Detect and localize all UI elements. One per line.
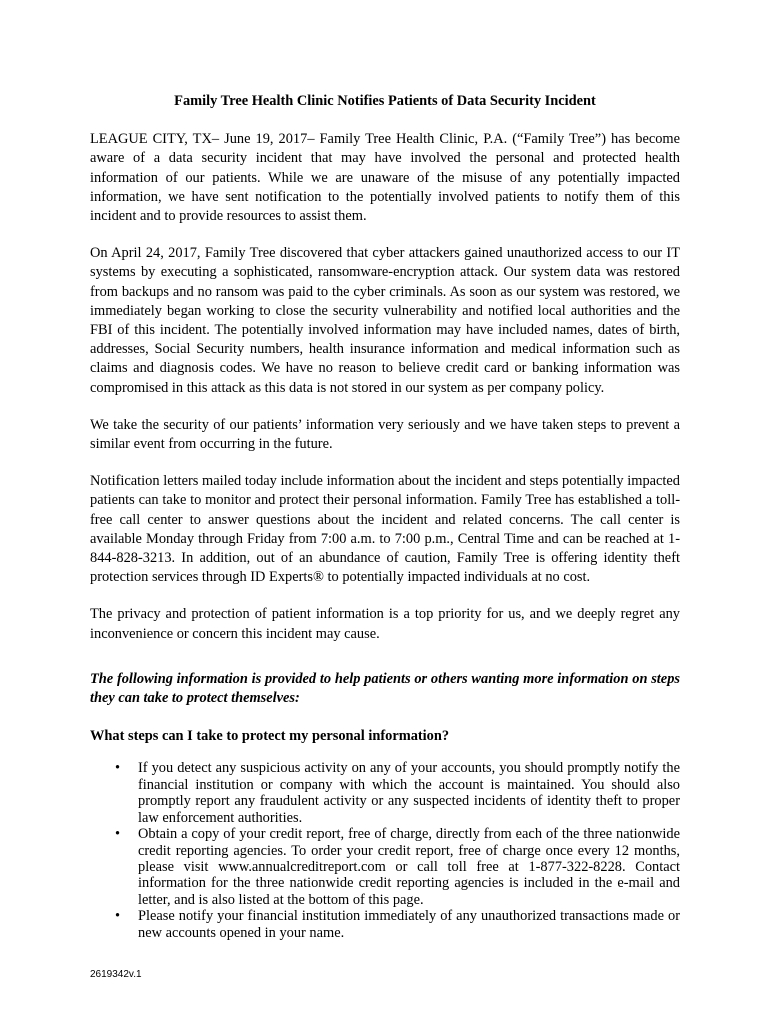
document-footer-code: 2619342v.1 (90, 969, 142, 980)
paragraph-security-commitment: We take the security of our patients’ information very seriously and we have taken steps to prevent a similar event from occurring in the future. (90, 416, 680, 453)
list-item-text: Please notify your financial institution immediately of any unauthorized transactions made or new accounts opened in your name. (138, 908, 680, 941)
document-body (90, 92, 680, 941)
list-item (90, 826, 680, 908)
list-item (90, 908, 680, 941)
list-item-text: Obtain a copy of your credit report, free of charge, directly from each of the three nationwide credit reporting agencies. To order your credit report, free of charge once every 12 months, please visit www.annualcreditreport.com or call toll free at 1-877-322-8228. Contact information for the three nationwide credit reporting agencies is included in the e-mail and letter, and is also listed at the bottom of this page. (138, 826, 680, 908)
list-item-text: If you detect any suspicious activity on any of your accounts, you should promptly notify the financial institution or company with which the account is maintained. You should also promptly report any fraudulent activity or any suspected incidents of identity theft to proper law enforcement authorities. (138, 760, 680, 826)
protection-info-intro: The following information is provided to help patients or others wanting more information on steps they can take to protect themselves: (90, 670, 680, 707)
bullet-icon: • (115, 908, 121, 925)
bullet-icon: • (115, 826, 121, 843)
document-title: Family Tree Health Clinic Notifies Patients of Data Security Incident (174, 93, 596, 109)
paragraph-announcement: LEAGUE CITY, TX– June 19, 2017– Family Tree Health Clinic, P.A. (“Family Tree”) has become aware of a data security incident that may have involved the personal and protected health information of our patients. While we are unaware of the misuse of any potentially impacted information, we have sent notification to the potentially involved patients to notify them of this incident and to provide resources to assist them. (90, 131, 680, 225)
paragraph-incident-details: On April 24, 2017, Family Tree discovered that cyber attackers gained unauthorized access to our IT systems by executing a sophisticated, ransomware-encryption attack. Our system data was restored from backups and no ransom was paid to the cyber criminals. As soon as our system was restored, we immediately began working to close the security vulnerability and notified local authorities and the FBI of this incident. The potentially involved information may have included names, dates of birth, addresses, Social Security numbers, health insurance information and medical information such as claims and diagnosis codes. We have no reason to believe credit card or banking information was compromised in this attack as this data is not stored in our system as per company policy. (90, 245, 680, 396)
list-item (90, 760, 680, 826)
section-heading-protect-info: What steps can I take to protect my personal information? (90, 728, 450, 745)
bullet-icon: • (115, 760, 121, 777)
paragraph-notification-letters: Notification letters mailed today include information about the incident and steps potentially impacted patients can take to monitor and protect their personal information. Family Tree has established a toll-free call center to answer questions about the incident and related concerns. The call center is available Monday through Friday from 7:00 a.m. to 7:00 p.m., Central Time and can be reached at 1-844-828-3213. In addition, out of an abundance of caution, Family Tree is offering identity theft protection services through ID Experts® to potentially impacted individuals at no cost. (90, 473, 680, 586)
protection-steps-list (90, 760, 680, 940)
paragraph-privacy-regret: The privacy and protection of patient information is a top priority for us, and we deeply regret any inconvenience or concern this incident may cause. (90, 606, 680, 642)
